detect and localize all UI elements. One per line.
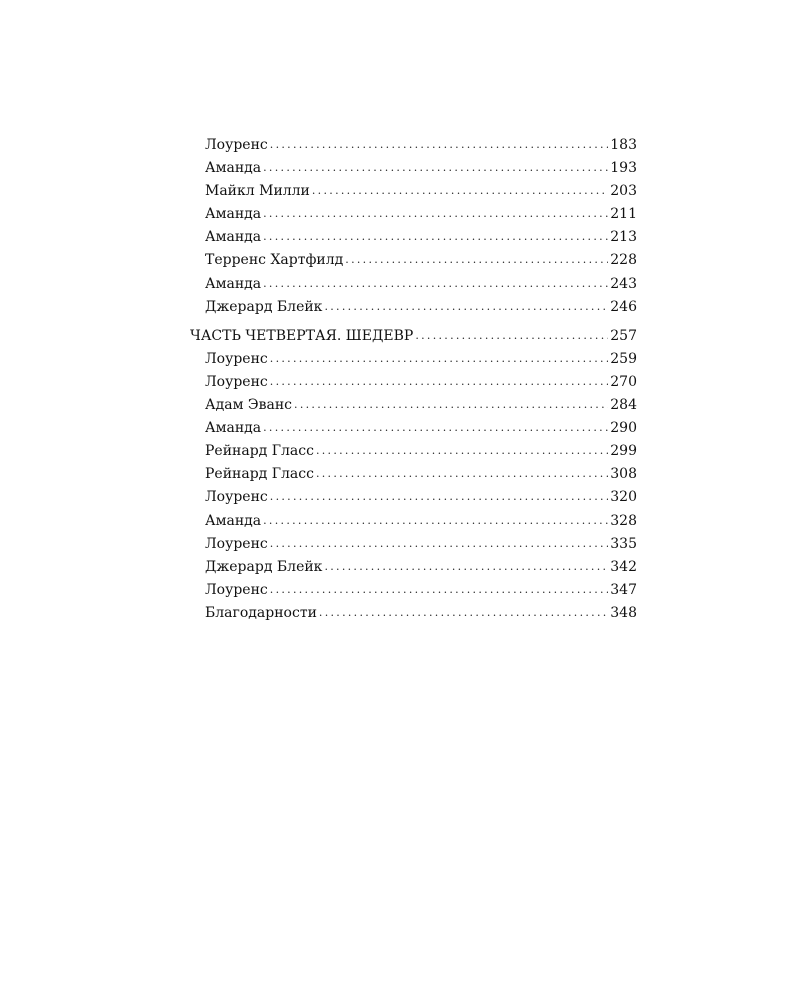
- toc-entry-title: Лоуренс: [205, 137, 268, 153]
- dot-leader: [324, 295, 608, 318]
- toc-group-part-three: [190, 134, 637, 319]
- toc-entry[interactable]: [190, 348, 637, 371]
- toc-entry[interactable]: [190, 486, 637, 509]
- dot-leader: [263, 416, 608, 439]
- table-of-contents: [190, 134, 637, 625]
- toc-entry-title: Рейнард Гласс: [205, 466, 314, 483]
- toc-entry-page: 243: [610, 275, 637, 292]
- toc-entry-page: 193: [610, 160, 637, 177]
- dot-leader: [324, 555, 608, 578]
- toc-entry-title: Лоуренс: [205, 489, 268, 506]
- toc-part-title: ЧАСТЬ ЧЕТВЕРТАЯ. ШЕДЕВР: [190, 327, 414, 344]
- toc-entry-title: Аманда: [205, 229, 262, 246]
- toc-entry[interactable]: [190, 180, 637, 203]
- toc-entry[interactable]: [190, 394, 637, 417]
- dot-leader: [270, 578, 608, 601]
- dot-leader: [316, 462, 608, 485]
- toc-entry[interactable]: [190, 556, 637, 579]
- dot-leader: [270, 133, 608, 156]
- dot-leader: [263, 202, 608, 225]
- dot-leader: [415, 324, 608, 347]
- toc-entry-page: 213: [610, 229, 637, 246]
- toc-entry-title: Лоуренс: [205, 535, 268, 552]
- toc-entry-page: 284: [610, 397, 637, 414]
- toc-entry[interactable]: [190, 417, 637, 440]
- dot-leader: [270, 370, 608, 393]
- toc-entry-page: 228: [610, 252, 637, 269]
- toc-entry[interactable]: [190, 203, 637, 226]
- toc-entry-page: 290: [610, 420, 637, 437]
- toc-entry[interactable]: [190, 533, 637, 556]
- toc-entry-title: Майкл Милли: [205, 183, 310, 200]
- toc-entry[interactable]: [190, 602, 637, 625]
- toc-part-heading[interactable]: [190, 325, 637, 348]
- toc-part-page: 257: [610, 327, 637, 344]
- toc-entry[interactable]: [190, 463, 637, 486]
- toc-entry-page: 246: [610, 298, 637, 315]
- dot-leader: [319, 601, 608, 624]
- toc-entry-title: Рейнард Гласс: [205, 443, 314, 460]
- toc-entry[interactable]: [190, 296, 637, 319]
- toc-entry-page: 183: [610, 137, 637, 153]
- dot-leader: [263, 225, 608, 248]
- toc-entry-page: 259: [610, 350, 637, 367]
- toc-entry[interactable]: [190, 273, 637, 296]
- toc-entry-page: 203: [610, 183, 637, 200]
- dot-leader: [270, 347, 608, 370]
- dot-leader: [312, 179, 608, 202]
- toc-entry-title: Лоуренс: [205, 350, 268, 367]
- toc-entry-title: Лоуренс: [205, 373, 268, 390]
- toc-entry-title: Терренс Хартфилд: [205, 252, 344, 269]
- toc-entry[interactable]: [190, 134, 637, 157]
- toc-entry-page: 299: [610, 443, 637, 460]
- dot-leader: [316, 439, 608, 462]
- toc-entry-page: 342: [610, 558, 637, 575]
- dot-leader: [263, 156, 608, 179]
- toc-entry[interactable]: [190, 226, 637, 249]
- toc-entry-page: 348: [610, 604, 637, 621]
- dot-leader: [263, 272, 608, 295]
- toc-entry-title: Аманда: [205, 275, 262, 292]
- toc-entry-title: Аманда: [205, 512, 262, 529]
- toc-entry[interactable]: [190, 249, 637, 272]
- toc-entry-title: Адам Эванс: [205, 397, 293, 414]
- dot-leader: [270, 532, 608, 555]
- toc-entry-page: 347: [610, 581, 637, 598]
- dot-leader: [270, 485, 608, 508]
- toc-entry-title: Аманда: [205, 420, 262, 437]
- dot-leader: [263, 509, 608, 532]
- toc-entry[interactable]: [190, 440, 637, 463]
- toc-entry-title: Благодарности: [205, 604, 317, 621]
- toc-entry-page: 211: [610, 206, 637, 223]
- toc-entry[interactable]: [190, 371, 637, 394]
- toc-group-part-four: [190, 325, 637, 625]
- toc-entry-title: Аманда: [205, 160, 262, 177]
- toc-entry[interactable]: [190, 579, 637, 602]
- toc-entry-title: Джерард Блейк: [205, 298, 323, 315]
- toc-entry-page: 320: [610, 489, 637, 506]
- dot-leader: [345, 248, 608, 271]
- dot-leader: [294, 393, 608, 416]
- toc-entry-page: 335: [610, 535, 637, 552]
- toc-entry-page: 270: [610, 373, 637, 390]
- toc-entry[interactable]: [190, 157, 637, 180]
- toc-entry[interactable]: [190, 510, 637, 533]
- toc-entry-page: 328: [610, 512, 637, 529]
- toc-entry-title: Аманда: [205, 206, 262, 223]
- toc-entry-title: Лоуренс: [205, 581, 268, 598]
- toc-entry-page: 308: [610, 466, 637, 483]
- toc-entry-title: Джерард Блейк: [205, 558, 323, 575]
